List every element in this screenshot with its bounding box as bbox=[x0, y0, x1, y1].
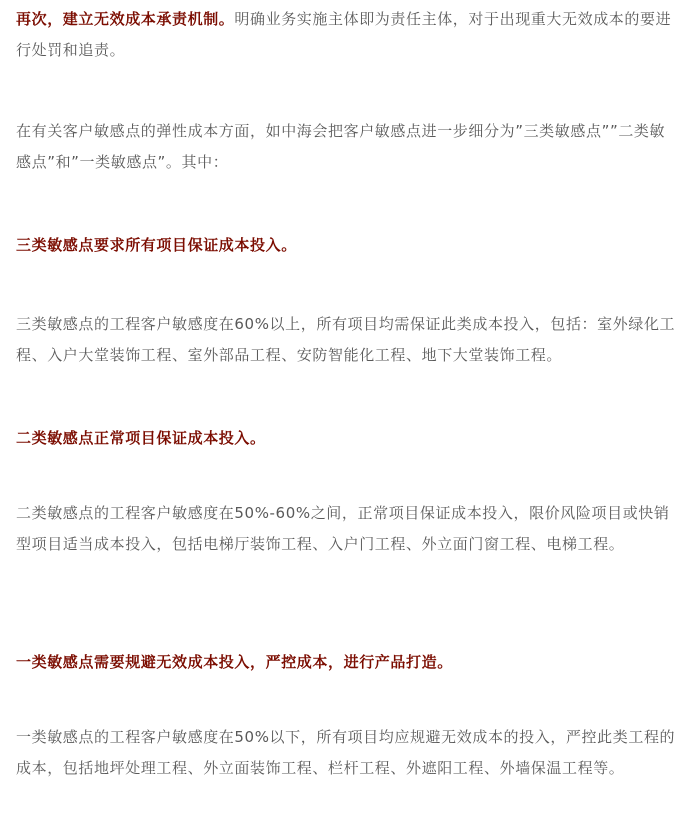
paragraph-lead-emphasis: 再次，建立无效成本承责机制。 bbox=[16, 10, 235, 28]
section-heading-class-three: 三类敏感点要求所有项目保证成本投入。 bbox=[16, 236, 297, 254]
paragraph-class-three: 三类敏感点的工程客户敏感度在60%以上，所有项目均需保证此类成本投入，包括：室外绿化工程、入户大堂装饰工程、室外部品工程、安防智能化工程、地下大堂装饰工程。 bbox=[16, 315, 676, 364]
paragraph-sensitivity-intro: 在有关客户敏感点的弹性成本方面，如中海会把客户敏感点进一步细分为”三类敏感点””二类敏感点”和”一类敏感点”。其中： bbox=[16, 122, 666, 171]
section-heading-class-one: 一类敏感点需要规避无效成本投入，严控成本，进行产品打造。 bbox=[16, 653, 453, 671]
paragraph-text: 明确业务实施主体即为责任主体，对于出现重大无效成本的要进行处罚和追责。 bbox=[16, 10, 672, 59]
section-heading-class-two: 二类敏感点正常项目保证成本投入。 bbox=[16, 429, 266, 447]
paragraph-accountability bbox=[16, 4, 678, 66]
paragraph-class-two: 二类敏感点的工程客户敏感度在50%-60%之间，正常项目保证成本投入，限价风险项目或快销型项目适当成本投入，包括电梯厅装饰工程、入户门工程、外立面门窗工程、电梯工程。 bbox=[16, 504, 670, 553]
paragraph-class-one: 一类敏感点的工程客户敏感度在50%以下，所有项目均应规避无效成本的投入，严控此类工程的成本，包括地坪处理工程、外立面装饰工程、栏杆工程、外遮阳工程、外墙保温工程等。 bbox=[16, 728, 676, 777]
